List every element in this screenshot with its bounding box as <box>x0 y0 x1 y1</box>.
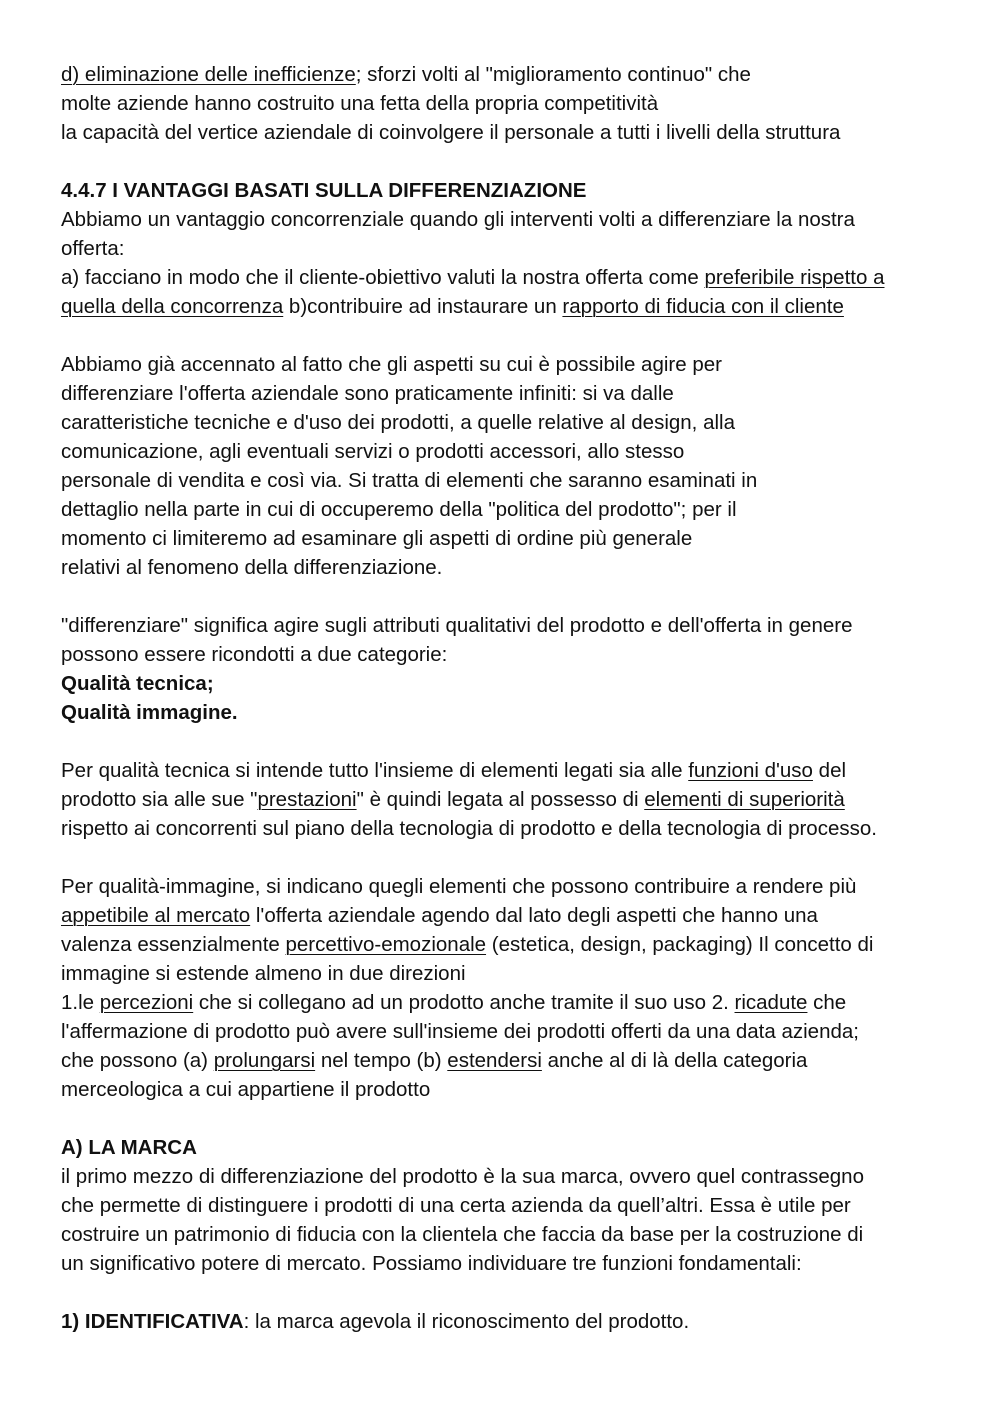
paragraph-line <box>61 901 961 930</box>
paragraph-line: Abbiamo già accennato al fatto che gli aspetti su cui è possibile agire per <box>61 353 722 376</box>
paragraph-line <box>61 756 961 785</box>
bold-term: 1) IDENTIFICATIVA <box>61 1310 244 1333</box>
text-span: prodotto sia alle sue " <box>61 788 258 811</box>
paragraph-line: comunicazione, agli eventuali servizi o prodotti accessori, allo stesso <box>61 440 685 463</box>
text-span: del <box>812 759 847 782</box>
paragraph-line: merceologica a cui appartiene il prodotto <box>61 1078 431 1101</box>
paragraph-line: dettaglio nella parte in cui di occuperemo della "politica del prodotto"; per il <box>61 498 737 521</box>
bold-category: Qualità tecnica; <box>61 672 214 695</box>
text-span: (estetica, design, packaging) Il concetto di <box>486 933 874 956</box>
underlined-text: ricadute <box>734 991 808 1014</box>
underlined-text: percezioni <box>99 991 194 1014</box>
paragraph-line: possono essere ricondotti a due categorie: <box>61 643 448 666</box>
text-span: : la marca agevola il riconoscimento del prodotto. <box>243 1310 690 1333</box>
paragraph-gap <box>61 1104 961 1133</box>
paragraph-line: caratteristiche tecniche e d'uso dei prodotti, a quelle relative al design, alla <box>61 411 735 434</box>
section-heading: 4.4.7 I VANTAGGI BASATI SULLA DIFFERENZIAZIONE <box>61 179 587 202</box>
paragraph-line: rispetto ai concorrenti sul piano della tecnologia di prodotto e della tecnologia di processo. <box>61 817 877 840</box>
text-span: 1.le <box>61 991 100 1014</box>
text-span: ; sforzi volti al "miglioramento continuo" che <box>355 63 751 86</box>
text-span: che si collegano ad un prodotto anche tramite il suo uso 2. <box>193 991 735 1014</box>
paragraph-gap <box>61 321 961 350</box>
paragraph-line <box>61 60 961 89</box>
paragraph-gap <box>61 1278 961 1307</box>
paragraph-line: che permette di distinguere i prodotti di una certa azienda da quell’altri. Essa è utile per <box>61 1194 851 1217</box>
section-heading: A) LA MARCA <box>61 1136 197 1159</box>
underlined-text: preferibile rispetto a <box>704 266 885 289</box>
paragraph-line: un significativo potere di mercato. Possiamo individuare tre funzioni fondamentali: <box>61 1252 802 1275</box>
text-span: che possono (a) <box>61 1049 214 1072</box>
text-span: che <box>807 991 847 1014</box>
paragraph-line: differenziare l'offerta aziendale sono praticamente infiniti: si va dalle <box>61 382 674 405</box>
paragraph-line <box>61 292 961 321</box>
paragraph-line <box>61 263 961 292</box>
underlined-text: appetibile al mercato <box>61 904 251 927</box>
paragraph-line: Per qualità-immagine, si indicano quegli elementi che possono contribuire a rendere più <box>61 875 857 898</box>
paragraph-line: offerta: <box>61 237 125 260</box>
text-span: a) facciano in modo che il cliente-obiettivo valuti la nostra offerta come <box>61 266 705 289</box>
underlined-text: estendersi <box>447 1049 542 1072</box>
paragraph-gap <box>61 147 961 176</box>
underlined-text: prolungarsi <box>213 1049 316 1072</box>
underlined-text: rapporto di fiducia con il cliente <box>562 295 844 318</box>
text-span: b)contribuire ad instaurare un <box>283 295 563 318</box>
text-span: anche al di là della categoria <box>541 1049 808 1072</box>
paragraph-line <box>61 930 961 959</box>
underlined-text: quella della concorrenza <box>61 295 284 318</box>
underlined-text: percettivo-emozionale <box>285 933 487 956</box>
underlined-text: funzioni d'uso <box>688 759 813 782</box>
paragraph-line: la capacità del vertice aziendale di coinvolgere il personale a tutti i livelli della struttura <box>61 121 841 144</box>
text-span: nel tempo (b) <box>315 1049 448 1072</box>
paragraph-line: il primo mezzo di differenziazione del prodotto è la sua marca, ovvero quel contrassegno <box>61 1165 864 1188</box>
paragraph-line <box>61 988 961 1017</box>
underlined-text: elementi di superiorità <box>644 788 845 811</box>
paragraph-line: Abbiamo un vantaggio concorrenziale quando gli interventi volti a differenziare la nostra <box>61 208 855 231</box>
paragraph-line: "differenziare" significa agire sugli attributi qualitativi del prodotto e dell'offerta in genere <box>61 614 853 637</box>
text-span: Per qualità tecnica si intende tutto l'insieme di elementi legati sia alle <box>61 759 689 782</box>
paragraph-line: momento ci limiteremo ad esaminare gli aspetti di ordine più generale <box>61 527 693 550</box>
paragraph-line <box>61 1307 961 1336</box>
underlined-text: prestazioni <box>257 788 357 811</box>
text-span: valenza essenzialmente <box>61 933 286 956</box>
bold-category: Qualità immagine. <box>61 701 238 724</box>
paragraph-line: personale di vendita e così via. Si tratta di elementi che saranno esaminati in <box>61 469 758 492</box>
paragraph-line: l'affermazione di prodotto può avere sull'insieme dei prodotti offerti da una data azienda; <box>61 1020 859 1043</box>
paragraph-gap <box>61 843 961 872</box>
paragraph-line: immagine si estende almeno in due direzioni <box>61 962 466 985</box>
paragraph-line: relativi al fenomeno della differenziazione. <box>61 556 443 579</box>
document-page <box>61 60 961 1336</box>
paragraph-gap <box>61 582 961 611</box>
underlined-text: d) eliminazione delle inefficienze <box>61 63 356 86</box>
paragraph-line <box>61 785 961 814</box>
paragraph-line: molte aziende hanno costruito una fetta della propria competitività <box>61 92 659 115</box>
text-span: " è quindi legata al possesso di <box>356 788 645 811</box>
paragraph-line: costruire un patrimonio di fiducia con la clientela che faccia da base per la costruzione di <box>61 1223 864 1246</box>
paragraph-line <box>61 1046 961 1075</box>
paragraph-gap <box>61 727 961 756</box>
text-span: l'offerta aziendale agendo dal lato degli aspetti che hanno una <box>250 904 818 927</box>
